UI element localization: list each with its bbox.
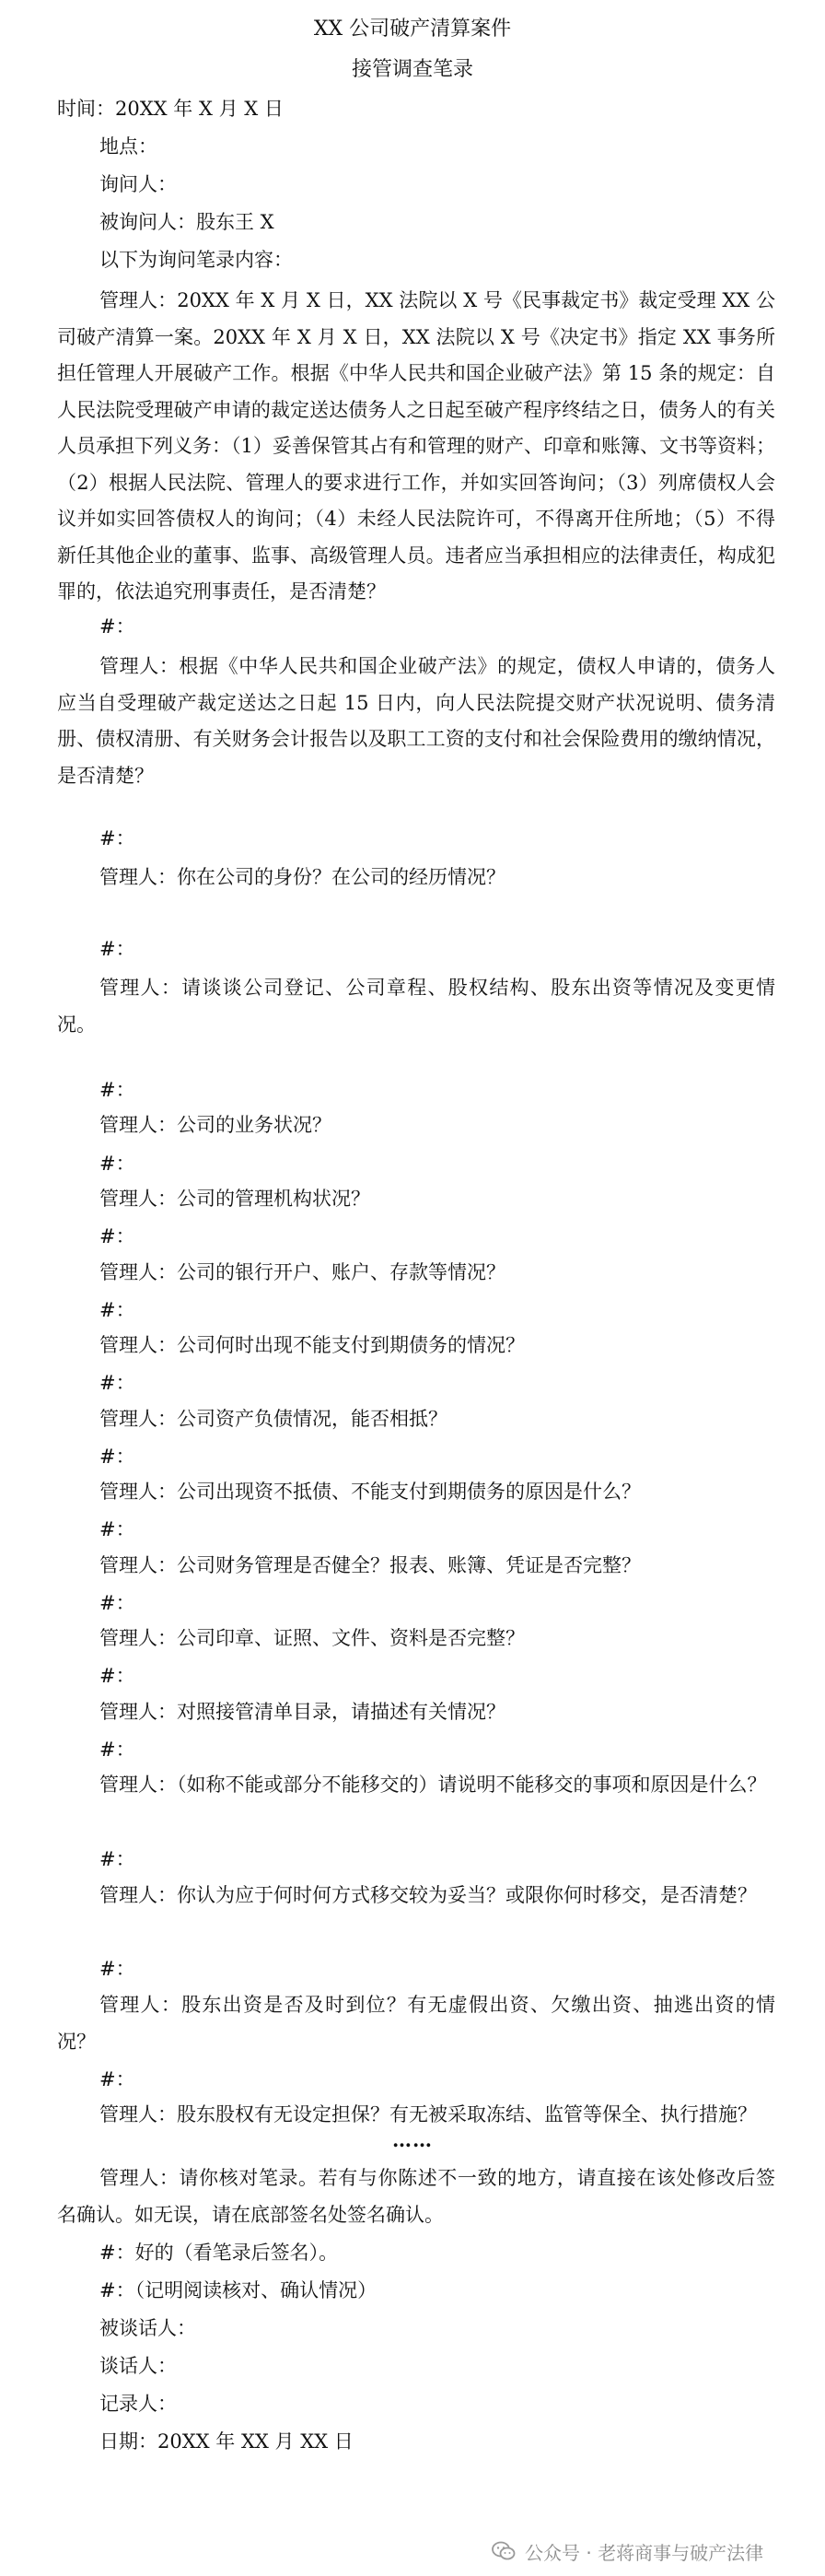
answer-line: #： <box>99 1592 135 1614</box>
question-paragraph: 管理人：公司何时出现不能支付到期债务的情况？ <box>99 1334 525 1356</box>
question-paragraph: 管理人：根据《中华人民共和国企业破产法》的规定，债权人申请的，债务人应当自受理破产裁定送达之日起 15 日内，向人民法院提交财产状况说明、债务清册、债权清册、有关财务会计报告以及职工工资的支付和社会保险费用的缴纳情况，是否清楚？ <box>57 655 775 787</box>
question-paragraph: 管理人：请谈谈公司登记、公司章程、股权结构、股东出资等情况及变更情况。 <box>57 977 775 1036</box>
recorder-signature: 记录人： <box>99 2393 177 2415</box>
interviewer-line: 询问人： <box>99 173 177 195</box>
interviewee-line: 被询问人：股东王 X <box>99 211 274 233</box>
answer-line: #： <box>99 2068 135 2090</box>
answer-line: #： <box>99 1518 135 1540</box>
time-line: 时间：20XX 年 X 月 X 日 <box>57 98 284 120</box>
question-paragraph: 管理人：（如称不能或部分不能移交的）请说明不能移交的事项和原因是什么？ <box>99 1774 767 1796</box>
question-paragraph: 管理人：公司印章、证照、文件、资料是否完整？ <box>99 1627 525 1649</box>
question-paragraph: 管理人：公司出现资不抵债、不能支付到期债务的原因是什么？ <box>99 1481 641 1503</box>
question-paragraph: 管理人：股东股权有无设定担保？有无被采取冻结、监管等保全、执行措施？ <box>99 2103 757 2125</box>
place-line: 地点： <box>99 135 157 158</box>
answer-line: #： <box>99 1739 135 1761</box>
answer-line: #： <box>99 1153 135 1175</box>
answer-line: #： <box>99 1665 135 1687</box>
intro-line: 以下为询问笔录内容： <box>99 249 293 271</box>
confirm-paragraph: 管理人：请你核对笔录。若有与你陈述不一致的地方，请直接在该处修改后签名确认。如无误，请在底部签名处签名确认。 <box>57 2167 775 2226</box>
question-paragraph: 管理人：公司的银行开户、账户、存款等情况？ <box>99 1261 505 1283</box>
note-line: #：（记明阅读核对、确认情况） <box>99 2279 378 2301</box>
question-paragraph: 管理人：你认为应于何时何方式移交较为妥当？或限你何时移交，是否清楚？ <box>99 1884 757 1906</box>
answer-line: #： <box>99 827 135 849</box>
question-paragraph: 管理人：公司的业务状况？ <box>99 1114 331 1136</box>
answer-line: #： <box>99 938 135 960</box>
question-paragraph: 管理人：公司财务管理是否健全？报表、账簿、凭证是否完整？ <box>99 1554 641 1576</box>
question-paragraph: 管理人：你在公司的身份？在公司的经历情况？ <box>99 866 505 888</box>
date-line: 日期：20XX 年 XX 月 XX 日 <box>99 2430 354 2453</box>
question-paragraph: 管理人：公司资产负债情况，能否相抵？ <box>99 1408 447 1430</box>
answer-line: #： <box>99 1848 135 1870</box>
answer-line: #： <box>99 615 135 638</box>
answer-line: #： <box>99 1299 135 1321</box>
answer-line: #： <box>99 1225 135 1247</box>
question-paragraph: 管理人：公司的管理机构状况？ <box>99 1188 370 1210</box>
watermark <box>490 2535 763 2567</box>
reply-line: #：好的（看笔录后签名）。 <box>99 2242 339 2264</box>
document-subtitle: 接管调查笔录 <box>351 58 473 81</box>
interviewer-signature: 谈话人： <box>99 2355 177 2377</box>
watermark-text: 公众号 · 老蒋商事与破产法律 <box>525 2541 764 2564</box>
interviewee-signature: 被谈话人： <box>99 2317 196 2339</box>
answer-line: #： <box>99 1079 135 1101</box>
question-paragraph: 管理人：股东出资是否及时到位？有无虚假出资、欠缴出资、抽逃出资的情况？ <box>57 1994 775 2053</box>
document-title: XX 公司破产清算案件 <box>313 18 512 41</box>
ellipsis: …… <box>392 2128 433 2151</box>
answer-line: #： <box>99 1446 135 1468</box>
wechat-icon <box>490 2537 517 2565</box>
question-paragraph: 管理人：20XX 年 X 月 X 日，XX 法院以 X 号《民事裁定书》裁定受理 XX 公司破产清算一案。20XX 年 X 月 X 日，XX 法院以 X 号《决定书》指定 XX 事务所担任管理人开展破产工作。根据《中华人民共和国企业破产法》第 15 条的规定：自人民法院受理破产申请的裁定送达债务人之日起至破产程序终结之日，债务人的有关人员承担下列义务：（1）妥善保管其占有和管理的财产、印章和账簿、文书等资料；（2）根据人民法院、管理人的要求进行工作，并如实回答询问；（3）列席债权人会议并如实回答债权人的询问；（4）未经人民法院许可，不得离开住所地；（5）不得新任其他企业的董事、监事、高级管理人员。违者应当承担相应的法律责任，构成犯罪的，依法追究刑事责任，是否清楚？ <box>57 289 775 603</box>
question-paragraph: 管理人：对照接管清单目录，请描述有关情况？ <box>99 1701 505 1723</box>
answer-line: #： <box>99 1372 135 1394</box>
answer-line: #： <box>99 1958 135 1980</box>
